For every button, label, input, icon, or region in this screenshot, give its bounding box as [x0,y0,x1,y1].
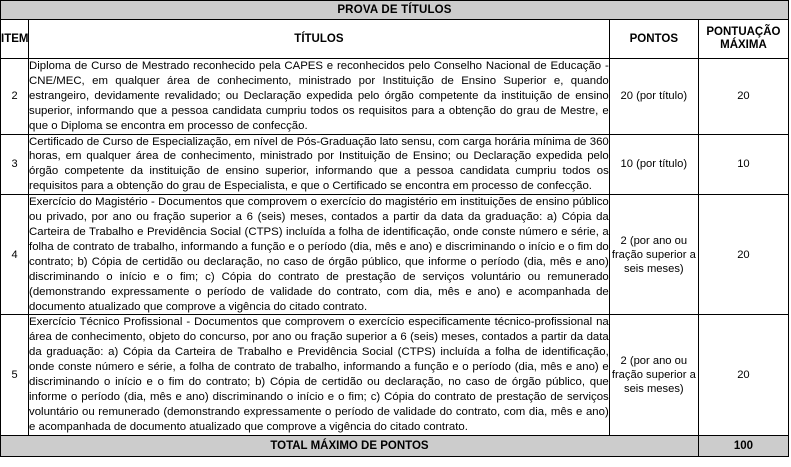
row-points: 2 (por ano ou fração superior a seis meses) [609,315,698,435]
row-title-description: Exercício do Magistério - Documentos que comprovem o exercício do magistério em instituições de ensino público ou privado, por ano ou fração superior a 6 (seis) meses, contados a partir da data da graduação: a) Cópia da Carteira de Trabalho e Previdência Social (CTPS) incluída a folha de identificação, onde conste número e série, a folha de contrato de trabalho, informando a função e o período (dia, mês e ano) e discriminando o início e o fim do contrato; b) Cópia de certidão ou declaração, no caso de órgão público, que informe o período (dia, mês e ano) discriminando o início e o fim; c) Cópia do contrato de prestação de serviços voluntário ou remunerado (demonstrando expressamente o período de validade do contrato, com dia, mês e ano) e acompanhada de documento atualizado que comprove a vigência do citado contrato. [29,195,610,315]
table-row [1,134,789,195]
row-points: 2 (por ano ou fração superior a seis meses) [609,195,698,315]
column-header-max-points-line2: MÁXIMA [720,39,767,51]
table-header-row [1,20,789,59]
column-header-points: PONTOS [609,20,698,59]
row-title-description: Certificado de Curso de Especialização, em nível de Pós-Graduação lato sensu, com carga horária mínima de 360 horas, em qualquer área de conhecimento, ministrado por Instituição de Ensino; ou Declaração expedida pelo órgão competente da instituição de ensino superior, informando que a pessoa candidata cumpriu todos os requisitos para a obtenção do grau de Especialista, e que o Certificado se encontra em processo de confecção. [29,134,610,195]
total-value: 100 [698,435,788,456]
row-max-points: 10 [698,134,788,195]
row-max-points: 20 [698,315,788,435]
table-row [1,315,789,435]
column-header-titles: TÍTULOS [29,20,610,59]
row-item-number: 2 [1,59,29,135]
table-banner-row [1,1,789,20]
column-header-max-points-line1: PONTUAÇÃO [706,26,781,38]
row-item-number: 3 [1,134,29,195]
row-title-description: Diploma de Curso de Mestrado reconhecido pela CAPES e reconhecidos pelo Conselho Nacional de Educação - CNE/MEC, em qualquer área de conhecimento, ministrado por Instituição de Ensino Superior e, quando estrangeiro, devidamente revalidado; ou Declaração expedida pelo órgão competente da instituição de ensino superior, informando que a pessoa candidata cumpriu todos os requisitos para a obtenção do grau de Mestre, e que o Diploma se encontra em processo de confecção. [29,59,610,135]
row-item-number: 5 [1,315,29,435]
row-title-description: Exercício Técnico Profissional - Documentos que comprovem o exercício especificamente técnico-profissional na área de conhecimento, objeto do concurso, por ano ou fração superior a 6 (seis) meses, contados a partir da data da graduação: a) Cópia da Carteira de Trabalho e Previdência Social (CTPS) incluída a folha de identificação, onde conste número e série, a folha de contrato de trabalho, informando a função e o período (dia, mês e ano) e discriminando o início e o fim do contrato; b) Cópia de certidão ou declaração, no caso de órgão público, que informe o período (dia, mês e ano) discriminando o início e o fim; c) Cópia do contrato de prestação de serviços voluntário ou remunerado (demonstrando expressamente o período de validade do contrato, com dia, mês e ano) e acompanhada de documento atualizado que comprove a vigência do citado contrato. [29,315,610,435]
table-row [1,195,789,315]
row-points: 10 (por título) [609,134,698,195]
table-row [1,59,789,135]
total-label: TOTAL MÁXIMO DE PONTOS [1,435,699,456]
column-header-item: ITEM [1,20,29,59]
row-item-number: 4 [1,195,29,315]
row-max-points: 20 [698,59,788,135]
column-header-max-points [698,20,788,59]
table-banner-title: PROVA DE TÍTULOS [1,1,789,20]
table-total-row [1,435,789,456]
row-max-points: 20 [698,195,788,315]
row-points: 20 (por título) [609,59,698,135]
